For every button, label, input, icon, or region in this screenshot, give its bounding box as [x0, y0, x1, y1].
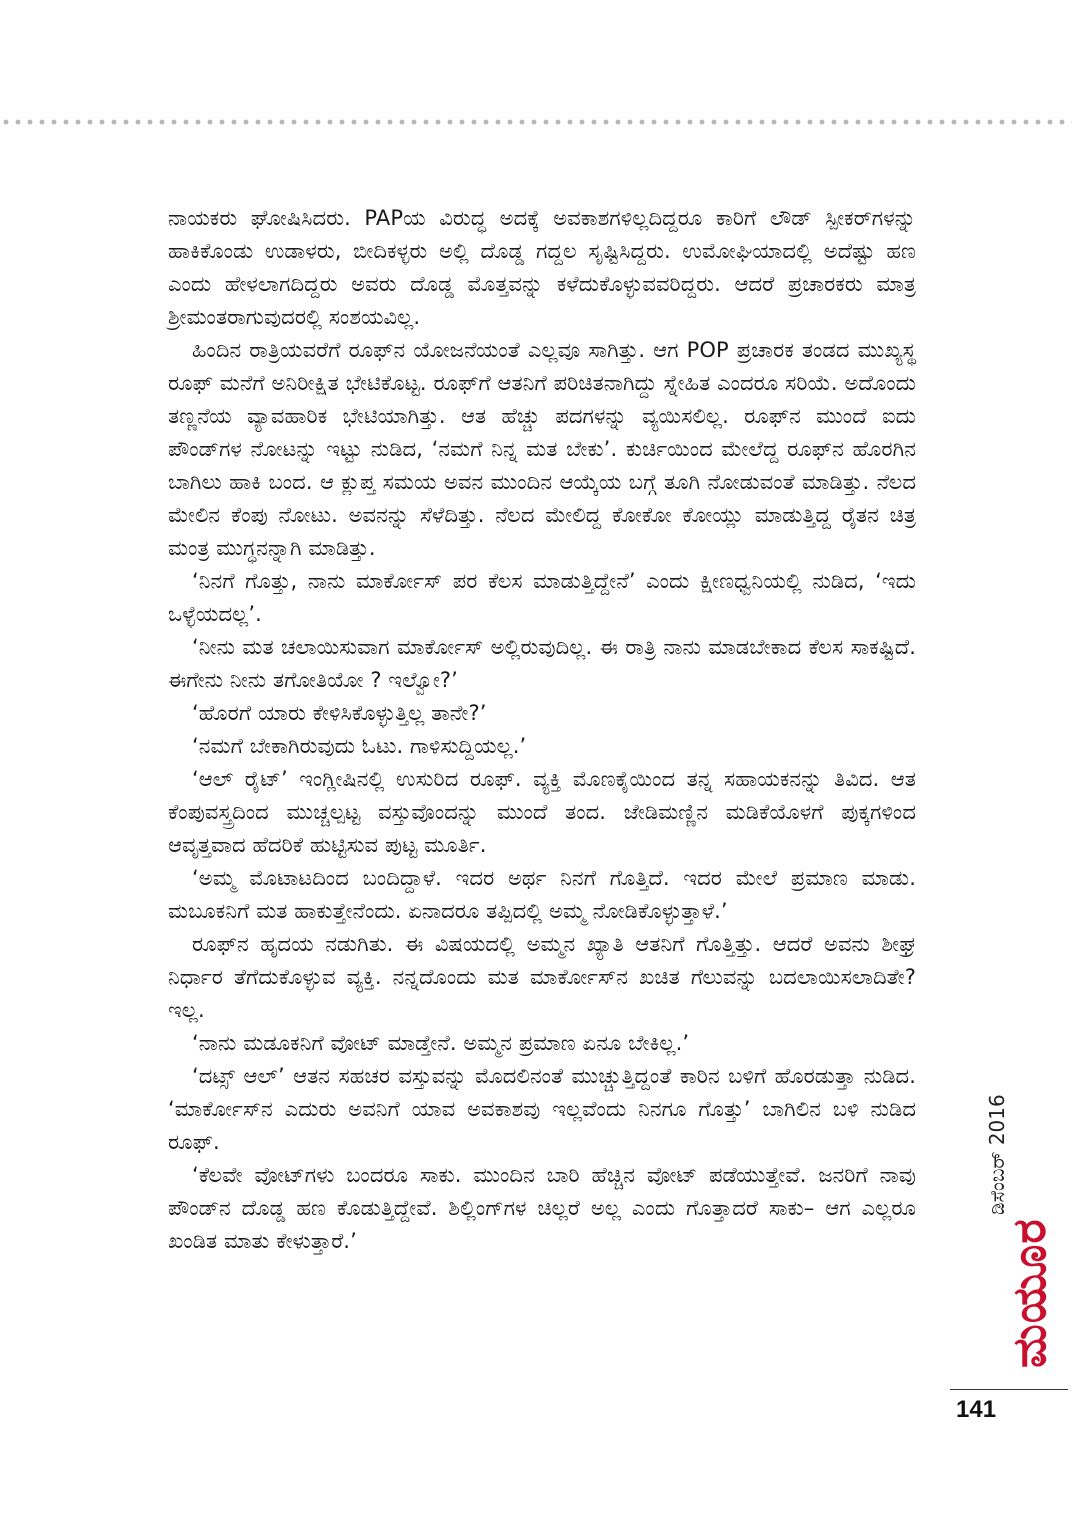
page-number: 141 — [956, 1396, 997, 1423]
article-paragraph: ‘ಅಮ್ಮ ಮೊಟಾಟದಿಂದ ಬಂದಿದ್ದಾಳೆ. ಇದರ ಅರ್ಥ ನಿನಗೆ ಗೊತ್ತಿದೆ. ಇದರ ಮೇಲೆ ಪ್ರಮಾಣ ಮಾಡು. ಮಬೂಕನಿಗೆ ಮತ ಹಾಕುತ್ತೇನೆಂದು. ಏನಾದರೂ ತಪ್ಪಿದಲ್ಲಿ ಅಮ್ಮ ನೋಡಿಕೊಳ್ಳುತ್ತಾಳೆ.’ — [168, 866, 916, 923]
article-paragraph: ಹಿಂದಿನ ರಾತ್ರಿಯವರೆಗೆ ರೂಫ್‌ನ ಯೋಜನೆಯಂತೆ ಎಲ್ಲವೂ ಸಾಗಿತ್ತು. ಆಗ POP ಪ್ರಚಾರಕ ತಂಡದ ಮುಖ್ಯಸ್ಥ ರೂಫ್ ಮನೆಗೆ ಅನಿರೀಕ್ಷಿತ ಭೇಟಿಕೊಟ್ಟ. ರೂಫ್‌ಗೆ ಆತನಿಗೆ ಪರಿಚಿತನಾಗಿದ್ದು ಸ್ನೇಹಿತ ಎಂದರೂ ಸರಿಯೆ. ಅದೊಂದು ತಣ್ಣನೆಯ ವ್ಯಾವಹಾರಿಕ ಭೇಟಿಯಾಗಿತ್ತು. ಆತ ಹೆಚ್ಚು ಪದಗಳನ್ನು ವ್ಯಯಿಸಲಿಲ್ಲ. ರೂಫ್‌ನ ಮುಂದೆ ಐದು ಪೌಂಡ್‌ಗಳ ನೋಟನ್ನು ಇಟ್ಟು ನುಡಿದ, ‘ನಮಗೆ ನಿನ್ನ ಮತ ಬೇಕು’. ಕುರ್ಚಿಯಿಂದ ಮೇಲೆದ್ದ ರೂಫ್‌ನ ಹೊರಗಿನ ಬಾಗಿಲು ಹಾಕಿ ಬಂದ. ಆ ಕ್ಲುಪ್ತ ಸಮಯ ಅವನ ಮುಂದಿನ ಆಯ್ಕೆಯ ಬಗ್ಗೆ ತೂಗಿ ನೋಡುವಂತೆ ಮಾಡಿತ್ತು. ನೆಲದ ಮೇಲಿನ ಕೆಂಪು ನೋಟು. ಅವನನ್ನು ಸೆಳೆದಿತ್ತು. ನೆಲದ ಮೇಲಿದ್ದ ಕೋಕೋ ಕೋಯ್ಲು ಮಾಡುತ್ತಿದ್ದ ರೈತನ ಚಿತ್ರ ಮಂತ್ರ ಮುಗ್ಧನನ್ನಾಗಿ ಮಾಡಿತ್ತು. — [168, 338, 916, 560]
article-paragraph: ‘ನಾನು ಮಡೂಕನಿಗೆ ವೋಟ್ ಮಾಡ್ತೇನೆ. ಅಮ್ಮನ ಪ್ರಮಾಣ ಏನೂ ಬೇಕಿಲ್ಲ.’ — [192, 1031, 690, 1055]
article-paragraph: ನಾಯಕರು ಘೋಷಿಸಿದರು. PAPಯ ವಿರುದ್ಧ ಅದಕ್ಕೆ ಅವಕಾಶಗಳಿಲ್ಲದಿದ್ದರೂ ಕಾರಿಗೆ ಲೌಡ್ ಸ್ಪೀಕರ್‌ಗಳನ್ನು ಹಾಕಿಕೊಂಡು ಉಡಾಳರು, ಬೀದಿಕಳ್ಳರು ಅಲ್ಲಿ ದೊಡ್ಡ ಗದ್ದಲ ಸೃಷ್ಟಿಸಿದ್ದರು. ಉಮೋಘಿಯಾದಲ್ಲಿ ಅದೆಷ್ಟು ಹಣ ಎಂದು ಹೇಳಲಾಗದಿದ್ದರು ಅವರು ದೊಡ್ಡ ಮೊತ್ತವನ್ನು ಕಳೆದುಕೊಳ್ಳುವವರಿದ್ದರು. ಆದರೆ ಪ್ರಚಾರಕರು ಮಾತ್ರ ಶ್ರೀಮಂತರಾಗುವುದರಲ್ಲಿ ಸಂಶಯವಿಲ್ಲ. — [168, 206, 916, 329]
article-paragraph: ‘ಹೊರಗೆ ಯಾರು ಕೇಳಿಸಿಕೊಳ್ಳುತ್ತಿಲ್ಲ ತಾನೇ?’ — [192, 701, 487, 725]
article-paragraph: ‘ಕೆಲವೇ ವೋಟ್‌ಗಳು ಬಂದರೂ ಸಾಕು. ಮುಂದಿನ ಬಾರಿ ಹೆಚ್ಚಿನ ವೋಟ್ ಪಡೆಯುತ್ತೇವೆ. ಜನರಿಗೆ ನಾವು ಪೌಂಡ್‌ನ ದೊಡ್ಡ ಹಣ ಕೊಡುತ್ತಿದ್ದೇವೆ. ಶಿಲ್ಲಿಂಗ್‌ಗಳ ಚಿಲ್ಲರೆ ಅಲ್ಲ ಎಂದು ಗೊತ್ತಾದರೆ ಸಾಕು– ಆಗ ಎಲ್ಲರೂ ಖಂಡಿತ ಮಾತು ಕೇಳುತ್ತಾರೆ.’ — [168, 1163, 916, 1253]
article-paragraph: ‘ನಮಗೆ ಬೇಕಾಗಿರುವುದು ಓಟು. ಗಾಳಿಸುದ್ದಿಯಲ್ಲ.’ — [192, 734, 527, 758]
magazine-logo: ಮಯೂರ — [1002, 1218, 1056, 1368]
article-paragraph: ‘ದಟ್ಸ್ ಆಲ್’ ಆತನ ಸಹಚರ ವಸ್ತುವನ್ನು ಮೊದಲಿನಂತೆ ಮುಚ್ಚುತ್ತಿದ್ದಂತೆ ಕಾರಿನ ಬಳಿಗೆ ಹೊರಡುತ್ತಾ ನುಡಿದ. ‘ಮಾರ್ಕೋಸ್‌ನ ಎದುರು ಅವನಿಗೆ ಯಾವ ಅವಕಾಶವು ಇಲ್ಲವೆಂದು ನಿನಗೂ ಗೊತ್ತು’ ಬಾಗಿಲಿನ ಬಳಿ ನುಡಿದ ರೂಫ್. — [168, 1064, 916, 1154]
article-body — [168, 202, 916, 1258]
article-paragraph: ‘ನೀನು ಮತ ಚಲಾಯಿಸುವಾಗ ಮಾರ್ಕೋಸ್ ಅಲ್ಲಿರುವುದಿಲ್ಲ. ಈ ರಾತ್ರಿ ನಾನು ಮಾಡಬೇಕಾದ ಕೆಲಸ ಸಾಕಷ್ಟಿದೆ. ಈಗೇನು ನೀನು ತಗೋತಿಯೋ ? ಇಲ್ವೋ?’ — [168, 635, 916, 692]
page-number-rule — [950, 1389, 1068, 1390]
article-paragraph: ರೂಫ್‌ನ ಹೃದಯ ನಡುಗಿತು. ಈ ವಿಷಯದಲ್ಲಿ ಅಮ್ಮನ ಖ್ಯಾತಿ ಆತನಿಗೆ ಗೊತ್ತಿತ್ತು. ಆದರೆ ಅವನು ಶೀಘ್ರ ನಿರ್ಧಾರ ತೆಗೆದುಕೊಳ್ಳುವ ವ್ಯಕ್ತಿ. ನನ್ನದೊಂದು ಮತ ಮಾರ್ಕೋಸ್‌ನ ಖಚಿತ ಗೆಲುವನ್ನು ಬದಲಾಯಿಸಲಾದಿತೇ? ಇಲ್ಲ. — [168, 932, 916, 1022]
article-paragraph: ‘ನಿನಗೆ ಗೊತ್ತು, ನಾನು ಮಾರ್ಕೋಸ್ ಪರ ಕೆಲಸ ಮಾಡುತ್ತಿದ್ದೇನೆ’ ಎಂದು ಕ್ಷೀಣಧ್ವನಿಯಲ್ಲಿ ನುಡಿದ, ‘ಇದು ಒಳ್ಳೆಯದಲ್ಲ’. — [168, 569, 916, 626]
issue-date: ಡಿಸೆಂಬರ್ 2016 — [985, 1094, 1009, 1215]
dotted-header-rule — [0, 118, 1072, 126]
article-paragraph: ‘ಆಲ್ ರೈಟ್’ ಇಂಗ್ಲೀಷಿನಲ್ಲಿ ಉಸುರಿದ ರೂಫ್. ವ್ಯಕ್ತಿ ಮೊಣಕೈಯಿಂದ ತನ್ನ ಸಹಾಯಕನನ್ನು ತಿವಿದ. ಆತ ಕೆಂಪುವಸ್ತ್ರದಿಂದ ಮುಚ್ಚಲ್ಪಟ್ಟ ವಸ್ತುವೊಂದನ್ನು ಮುಂದೆ ತಂದ. ಜೇಡಿಮಣ್ಣಿನ ಮಡಿಕೆಯೊಳಗೆ ಪುಕ್ಕಗಳಿಂದ ಆವೃತ್ತವಾದ ಹೆದರಿಕೆ ಹುಟ್ಟಿಸುವ ಪುಟ್ಟ ಮೂರ್ತಿ. — [168, 767, 916, 857]
